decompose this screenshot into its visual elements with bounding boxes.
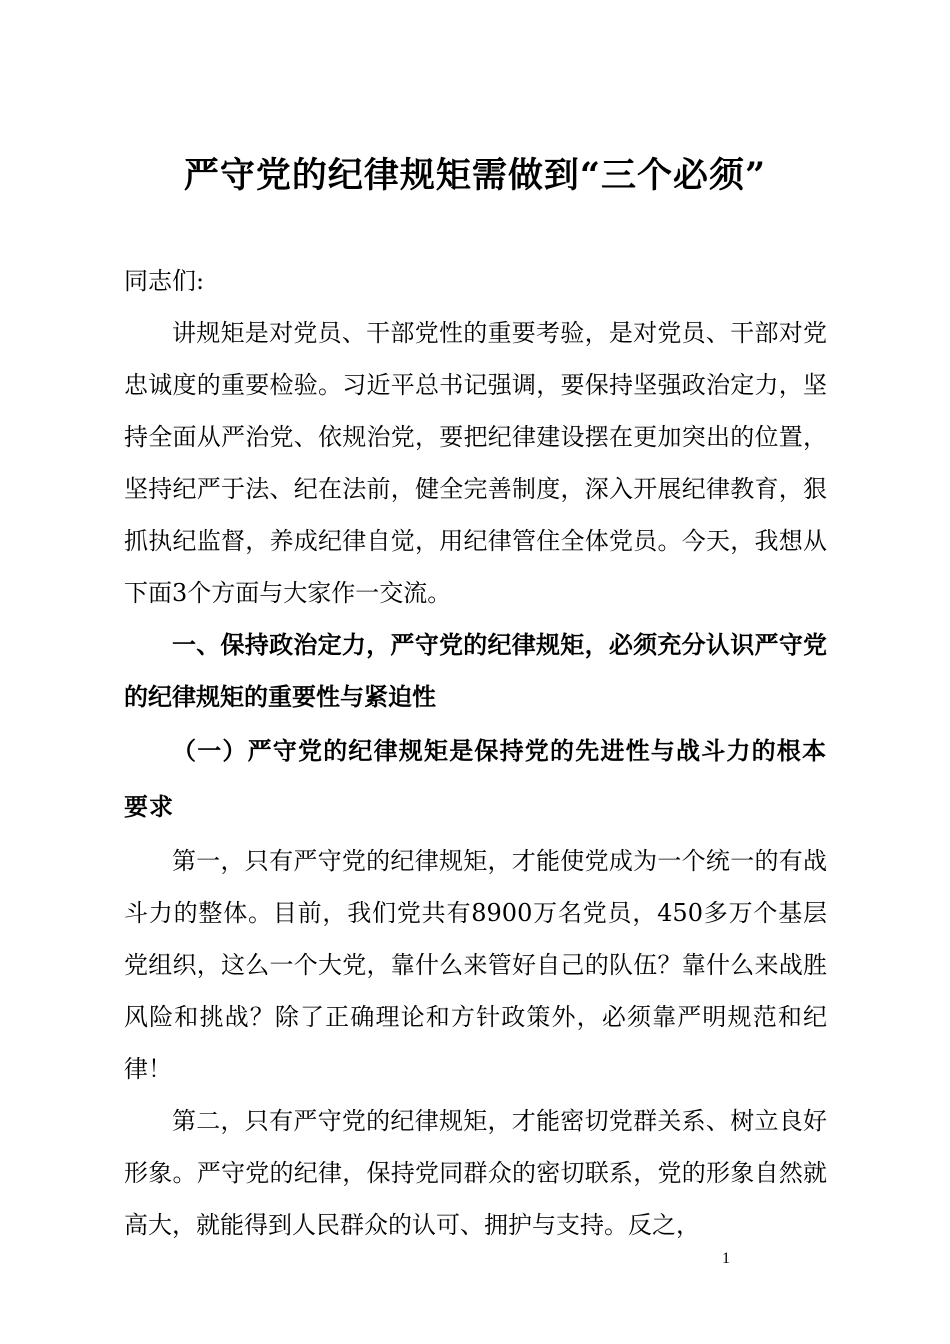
salutation: 同志们: — [124, 267, 205, 295]
paragraph-second: 第二，只有严守党的纪律规矩，才能密切党群关系、树立良好形象。严守党的纪律，保持党同群众的密切联系，党的形象自然就高大，就能得到人民群众的认可、拥护与支持。反之， — [124, 1107, 827, 1239]
document-title: 严守党的纪律规矩需做到“三个必须” — [183, 155, 767, 196]
page-number: 1 — [722, 1250, 730, 1267]
paragraph-intro: 讲规矩是对党员、干部党性的重要考验，是对党员、干部对党忠诚度的重要检验。习近平总书记强调，要保持坚强政治定力，坚持全面从严治党、依规治党，要把纪律建设摆在更加突出的位置，坚持纪严于法、纪在法前，健全完善制度，深入开展纪律教育，狠抓执纪监督，养成纪律自觉，用纪律管住全体党员。今天，我想从下面3个方面与大家作一交流。 — [124, 319, 827, 607]
subsection-heading-1: （一）严守党的纪律规矩是保持党的先进性与战斗力的根本要求 — [124, 736, 827, 821]
section-heading-1: 一、保持政治定力，严守党的纪律规矩，必须充分认识严守党的纪律规矩的重要性与紧迫性 — [124, 631, 827, 711]
document-body — [124, 255, 827, 1251]
paragraph-first: 第一，只有严守党的纪律规矩，才能使党成为一个统一的有战斗力的整体。目前，我们党共有8900万名党员，450多万个基层党组织，这么一个大党，靠什么来管好自己的队伍？靠什么来战胜风险和挑战？除了正确理论和方针政策外，必须靠严明规范和纪律！ — [124, 847, 827, 1083]
